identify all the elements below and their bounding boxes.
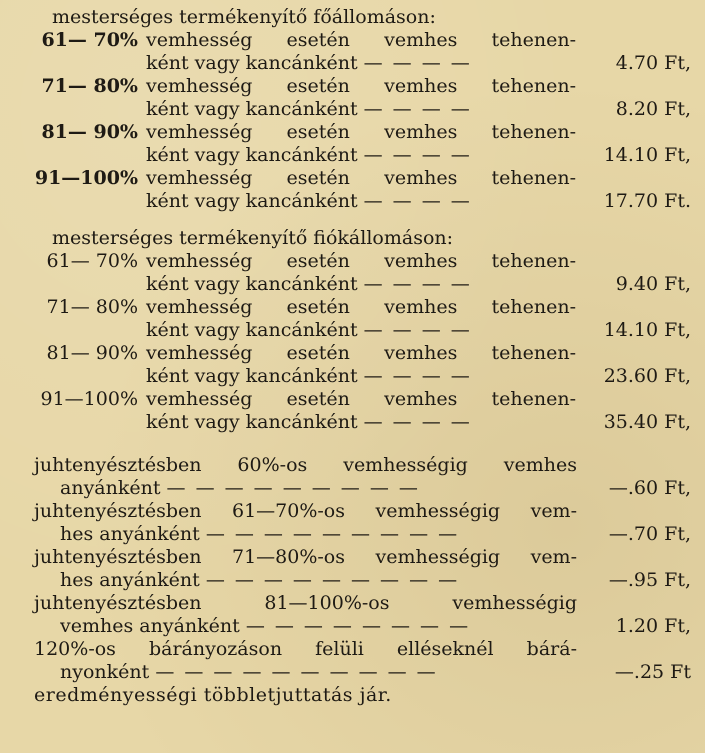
price-value: —.60 Ft, (608, 477, 691, 499)
main-entry-71-80 (0, 75, 705, 121)
sheep-entry-60 (0, 454, 705, 500)
entry-text-line2: anyánként — — — — — — — — — (60, 477, 420, 499)
range-label: 71— 80% (46, 296, 138, 318)
range-label: 61— 70% (41, 29, 138, 51)
entry-text-line1: juhtenyésztésben 71—80%-os vemhességig vem- (34, 546, 577, 568)
sheep-entry-120 (0, 638, 705, 684)
entry-text-line2: ként vagy kancánként — — — — (146, 52, 472, 74)
range-label: 81— 90% (41, 121, 138, 143)
entry-text-line1: vemhesség esetén vemhes tehenen- (146, 388, 576, 410)
entry-text-line1: vemhesség esetén vemhes tehenen- (146, 250, 576, 272)
main-station-header: mesterséges termékenyítő főállomáson: (52, 6, 436, 28)
range-label: 81— 90% (46, 342, 138, 364)
price-value: 8.20 Ft, (615, 98, 691, 120)
entry-text-line2: ként vagy kancánként — — — — (146, 319, 472, 341)
entry-text-line2: ként vagy kancánként — — — — (146, 190, 472, 212)
entry-text-line2: ként vagy kancánként — — — — (146, 411, 472, 433)
price-value: —.70 Ft, (608, 523, 691, 545)
branch-station-header: mesterséges termékenyítő fiókállomáson: (52, 227, 454, 249)
entry-text-line2: vemhes anyánként — — — — — — — — (60, 615, 471, 637)
entry-text-line2: ként vagy kancánként — — — — (146, 144, 472, 166)
price-value: 9.40 Ft, (615, 273, 691, 295)
entry-text-line2: ként vagy kancánként — — — — (146, 365, 472, 387)
range-label: 61— 70% (46, 250, 138, 272)
entry-text-line1: vemhesség esetén vemhes tehenen- (146, 75, 576, 97)
entry-text-line2: hes anyánként — — — — — — — — — (60, 569, 460, 591)
price-value: 35.40 Ft, (603, 411, 691, 433)
range-label: 91—100% (34, 167, 138, 189)
entry-text-line1: vemhesség esetén vemhes tehenen- (146, 342, 576, 364)
branch-entry-61-70 (0, 250, 705, 296)
main-entry-61-70 (0, 29, 705, 75)
price-value: 1.20 Ft, (615, 615, 691, 637)
price-value: 14.10 Ft, (603, 144, 691, 166)
sheep-entry-71-80 (0, 546, 705, 592)
sheep-entry-61-70 (0, 500, 705, 546)
entry-text-line2: hes anyánként — — — — — — — — — (60, 523, 460, 545)
entry-text-line1: juhtenyésztésben 61—70%-os vemhességig vem- (34, 500, 577, 522)
price-value: 23.60 Ft, (603, 365, 691, 387)
main-entry-81-90 (0, 121, 705, 167)
spacer (0, 213, 705, 227)
footer-note: eredményességi többletjuttatás jár. (34, 684, 392, 706)
branch-entry-71-80 (0, 296, 705, 342)
entry-text-line1: vemhesség esetén vemhes tehenen- (146, 29, 576, 51)
branch-entry-91-100 (0, 388, 705, 434)
price-value: —.95 Ft, (608, 569, 691, 591)
entry-text-line1: vemhesség esetén vemhes tehenen- (146, 296, 576, 318)
entry-text-line1: vemhesség esetén vemhes tehenen- (146, 121, 576, 143)
branch-entry-81-90 (0, 342, 705, 388)
entry-text-line1: vemhesség esetén vemhes tehenen- (146, 167, 576, 189)
price-value: 4.70 Ft, (615, 52, 691, 74)
entry-text-line2: ként vagy kancánként — — — — (146, 98, 472, 120)
main-entry-91-100 (0, 167, 705, 213)
entry-text-line2: nyonként — — — — — — — — — — (60, 661, 438, 683)
entry-text-line1: juhtenyésztésben 60%-os vemhességig vemhes (34, 454, 577, 476)
sheep-entry-81-100 (0, 592, 705, 638)
spacer (0, 434, 705, 454)
entry-text-line1: juhtenyésztésben 81—100%-os vemhességig (34, 592, 577, 614)
entry-text-line2: ként vagy kancánként — — — — (146, 273, 472, 295)
range-label: 91—100% (40, 388, 138, 410)
range-label: 71— 80% (41, 75, 138, 97)
price-value: —.25 Ft (614, 661, 691, 683)
price-value: 17.70 Ft. (603, 190, 691, 212)
price-value: 14.10 Ft, (603, 319, 691, 341)
entry-text-line1: 120%-os bárányozáson felüli elléseknél bárá- (34, 638, 577, 660)
